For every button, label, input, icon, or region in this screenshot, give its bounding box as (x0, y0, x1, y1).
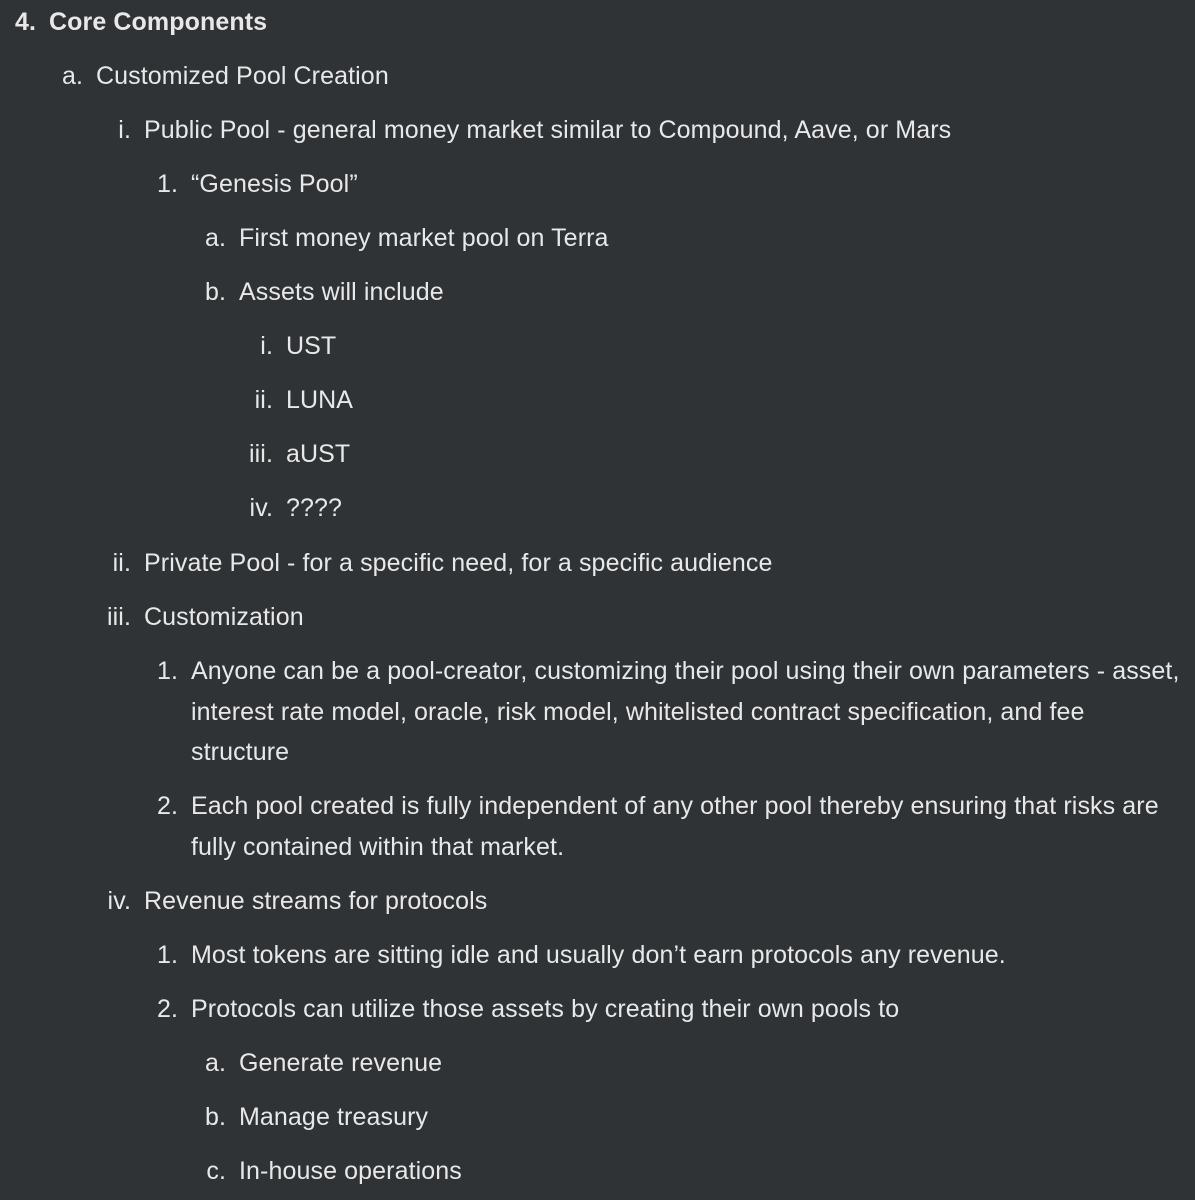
list-item-text: UST (286, 332, 337, 360)
list-marker: 2. (156, 995, 178, 1023)
list-item (204, 1097, 1184, 1138)
list-item-text: Manage treasury (239, 1103, 429, 1131)
list-item-text: Customized Pool Creation (96, 62, 389, 90)
list-item-text: In-house operations (239, 1157, 462, 1185)
list-marker: iv. (107, 887, 131, 915)
list-item-text: First money market pool on Terra (239, 224, 609, 252)
list-item-text: Public Pool - general money market similar to Compound, Aave, or Mars (144, 116, 952, 144)
list-item-text: Protocols can utilize those assets by creating their own pools to (191, 995, 900, 1023)
list-item-text: Private Pool - for a specific need, for a specific audience (144, 549, 773, 577)
list-marker: iii. (106, 603, 131, 631)
list-marker: ii. (254, 386, 273, 414)
list-item (248, 434, 1181, 475)
list-item (249, 488, 1181, 529)
list-item (118, 110, 1184, 151)
list-item-text: Anyone can be a pool-creator, customizing their pool using their own parameters - asset, interest rate model, oracle, risk model, whitelisted contract specification, and fee structure (191, 657, 1180, 766)
section-title: Core Components (49, 8, 268, 36)
list-item-text: Customization (144, 603, 304, 631)
list-item-text: “Genesis Pool” (191, 170, 358, 198)
list-item (156, 786, 1186, 867)
list-item (204, 218, 1184, 259)
list-item (260, 326, 1181, 367)
list-marker: b. (204, 278, 226, 306)
list-marker: 4. (14, 8, 36, 36)
list-item-text: Assets will include (239, 278, 444, 306)
list-marker: a. (61, 62, 83, 90)
list-marker: b. (204, 1103, 226, 1131)
list-marker: iii. (248, 440, 273, 468)
list-marker: i. (118, 116, 131, 144)
list-item (156, 164, 1186, 205)
list-item (254, 380, 1181, 421)
section-heading (14, 2, 1169, 43)
list-marker: i. (260, 332, 273, 360)
list-item-text: Most tokens are sitting idle and usually don’t earn protocols any revenue. (191, 941, 1006, 969)
list-marker: ii. (112, 549, 131, 577)
list-item (204, 272, 1184, 313)
list-item (61, 56, 1186, 97)
list-marker: 1. (156, 657, 178, 685)
list-marker: a. (204, 224, 226, 252)
list-marker: a. (204, 1049, 226, 1077)
list-item (156, 651, 1186, 773)
list-item (156, 935, 1186, 976)
list-marker: iv. (249, 494, 273, 522)
list-item (106, 597, 1184, 638)
list-marker: 2. (156, 792, 178, 820)
list-marker: c. (206, 1157, 226, 1185)
list-item-text: Revenue streams for protocols (144, 887, 488, 915)
list-item (112, 543, 1184, 584)
list-item-text: Generate revenue (239, 1049, 443, 1077)
list-item (156, 989, 1186, 1030)
list-marker: 1. (156, 170, 178, 198)
list-item (107, 881, 1184, 922)
list-item (206, 1151, 1184, 1192)
list-item-text: ???? (286, 494, 343, 522)
list-item-text: aUST (286, 440, 351, 468)
list-item (204, 1043, 1184, 1084)
list-item-text: LUNA (286, 386, 354, 414)
list-item-text: Each pool created is fully independent of any other pool thereby ensuring that risks are fully contained within that market. (191, 792, 1159, 861)
list-marker: 1. (156, 941, 178, 969)
